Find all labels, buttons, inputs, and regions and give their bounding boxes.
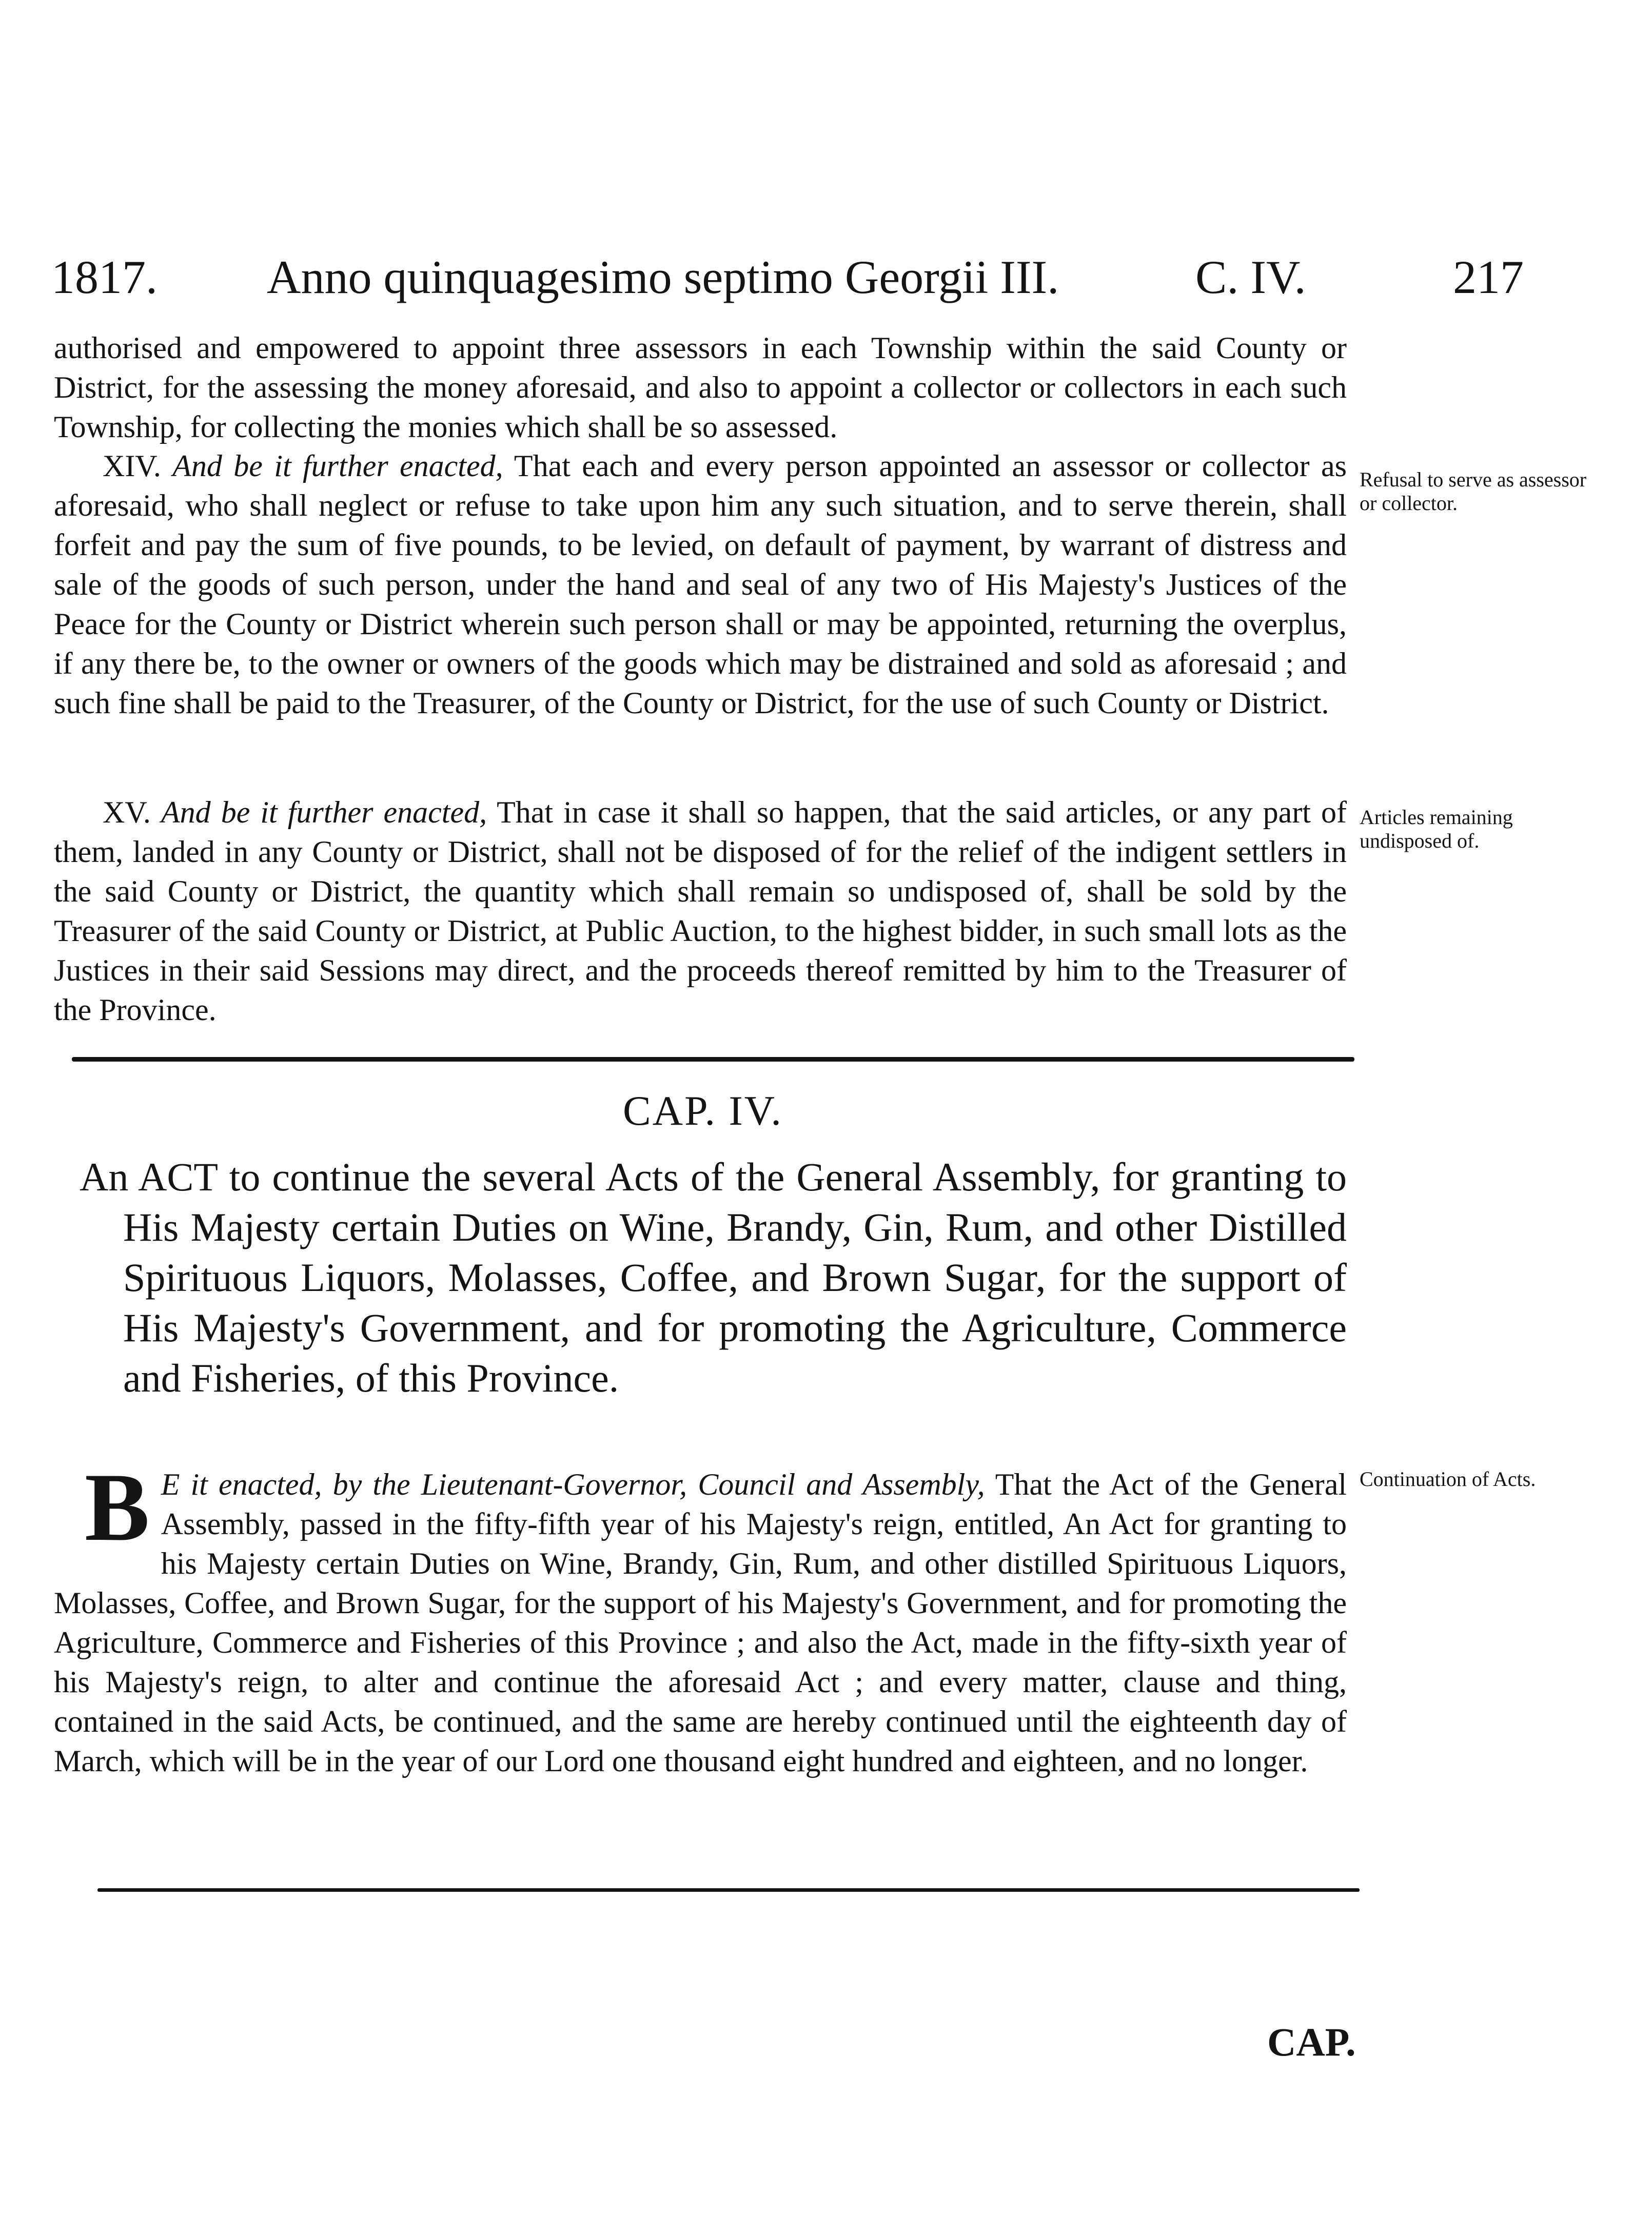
enacting-lead: And be it further enacted, bbox=[161, 795, 487, 829]
page-number: 217 bbox=[1453, 251, 1524, 303]
running-head-year: 1817. bbox=[51, 251, 158, 303]
chapter-heading: CAP. IV. bbox=[623, 1087, 783, 1134]
catchword: CAP. bbox=[1267, 2020, 1356, 2064]
margin-note-refusal: Refusal to serve as assessor or collector. bbox=[1360, 468, 1587, 515]
running-head bbox=[51, 246, 1524, 308]
section-xiv bbox=[54, 446, 1347, 723]
margin-note-articles: Articles remaining undisposed of. bbox=[1360, 806, 1513, 852]
section-number: XV. bbox=[103, 795, 151, 829]
section-xiv-paragraph bbox=[54, 446, 1347, 723]
margin-note-continuation: Continuation of Acts. bbox=[1360, 1467, 1536, 1491]
running-head-chapter: C. IV. bbox=[1195, 251, 1306, 303]
enacting-lead: And be it further enacted, bbox=[172, 449, 503, 483]
paragraph-text: authorised and empowered to appoint three assessors in each Township within the said County or District, for the assessing the money aforesaid, and also to appoint a collector or collectors in each such Township, for collecting the monies which shall be so assessed. bbox=[54, 331, 1347, 444]
section-text: That in case it shall so happen, that the said articles, or any part of them, landed in any County or District, shall not be disposed of for the relief of the indigent settlers in the said County or District, the quantity which shall remain so undisposed of, shall be sold by the Treasurer of the said County or District, at Public Auction, to the highest bidder, in such small lots as the Justices in their said Sessions may direct, and the proceeds thereof remitted by him to the Treasurer of the Province. bbox=[54, 795, 1347, 1027]
section-text: That each and every person appointed an assessor or collector as aforesaid, who shall neglect or refuse to take upon him any such situation, and to serve therein, shall forfeit and pay the sum of five pounds, to be levied, on default of payment, by warrant of distress and sale of the goods of such person, under the hand and seal of any two of His Majesty's Justices of the Peace for the County or District wherein such person shall or may be appointed, returning the overplus, if any there be, to the owner or owners of the goods which may be distrained and sold as aforesaid ; and such fine shall be paid to the Treasurer, of the County or District, for the use of such County or District. bbox=[54, 449, 1347, 720]
section-xv-paragraph bbox=[54, 793, 1347, 1030]
section-number: XIV. bbox=[103, 449, 161, 483]
running-head-title: Anno quinquagesimo septimo Georgii III. bbox=[267, 251, 1059, 303]
enacting-paragraph bbox=[54, 1454, 1347, 1781]
drop-cap: B bbox=[85, 1454, 150, 1561]
enacting-clause bbox=[54, 1454, 1347, 1781]
section-divider-rule bbox=[72, 1057, 1354, 1062]
enacting-text: That the Act of the General Assembly, passed in the fifty-fifth year of his Majesty's reign, entitled, An Act for granting to his Majesty certain Duties on Wine, Brandy, Gin, Rum, and other distilled Spirituous Liquors, Molasses, Coffee, and Brown Sugar, for the support of his Majesty's Government, and for promoting the Agriculture, Commerce and Fisheries of this Province ; and also the Act, made in the fifty-sixth year of his Majesty's reign, to alter and continue the aforesaid Act ; and every matter, clause and thing, contained in the said Acts, be continued, and the same are hereby continued until the eighteenth day of March, which will be in the year of our Lord one thousand eight hundred and eighteen, and no longer. bbox=[54, 1467, 1347, 1778]
section-xv bbox=[54, 793, 1347, 1030]
end-rule bbox=[97, 1888, 1360, 1892]
act-title: An ACT to continue the several Acts of the General Assembly, for granting to His Majesty certain Duties on Wine, Brandy, Gin, Rum, and other Distilled Spirituous Liquors, Molasses, Coffee, and Brown Sugar, for the support of His Majesty's Government, and for promoting the Agriculture, Commerce and Fisheries, of this Province. bbox=[80, 1154, 1347, 1400]
enacting-lead: E it enacted, by the Lieutenant-Governor, Council and Assembly, bbox=[161, 1467, 985, 1501]
section-continuation-text bbox=[54, 328, 1347, 447]
